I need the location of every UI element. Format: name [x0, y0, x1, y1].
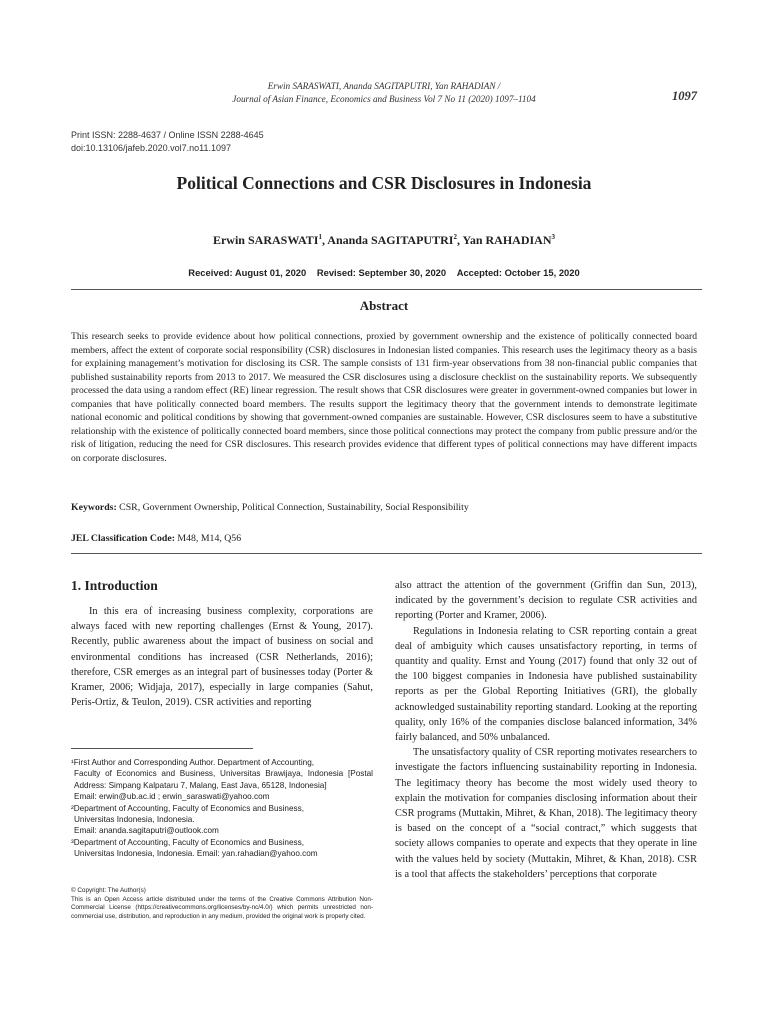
footnote-email: Email: erwin@ub.ac.id ; erwin_saraswati@yahoo.com [74, 792, 270, 802]
author-name: Erwin SARASWATI [212, 233, 319, 247]
body-paragraph: The unsatisfactory quality of CSR reporting motivates researchers to investigate the factors influencing sustainability reporting in Indonesia. The legitimacy theory has become the most widely used theory to explain the motivation for companies disclosing information about their CSR programs (Muttakin, Mihret, & Khan, 2018). The legitimacy theory is based on the concept of a “social contract,” which suggests that society allows companies to operate and expects that they operate in line with the values held by society (Muttakin, Mihret, & Khan, 2018). CSR is a tool that affects the stakeholders’ perceptions that corporate [395, 747, 697, 880]
body-paragraph: In this era of increasing business complexity, corporations are always faced with new reporting challenges (Ernst & Young, 2017). Recently, public awareness about the impact of business on social and environmental conditions has increased (CSR Netherlands, 2016); therefore, CSR emerges as an integral part of businesses today (Porter & Kramer, 2006; Widjaja, 2017), especially in large companies (Sahut, Peris-Ortiz, & Teulon, 2019). CSR activities and reporting [71, 606, 373, 709]
abstract-heading: Abstract [359, 298, 409, 313]
left-column [71, 578, 373, 710]
footnote-text: Faculty of Economics and Business, Universitas Brawijaya, Indonesia [Postal Address: Simpang Kalpataru 7, Malang, East Java, 65128, Indonesia] [74, 769, 373, 790]
abstract-text: This research seeks to provide evidence about how political connections, proxied by government ownership and the existence of politically connected board members, affect the extent of corporate social responsibility (CSR) disclosures in Indonesian listed companies. This research uses the legitimacy theory as a basis for explaining management’s motivation for disclosing its CSR. The sample consists of 131 firm-year observations from 38 non-financial public companies that published sustainability reports from 2013 to 2017. We measured the CSR disclosures using a disclosure checklist on the sustainability reports. We subsequently processed the data using a random effect (RE) linear regression. The result shows that CSR disclosures were greater in government-owned companies but lower in companies that have politically connected board members. The results support the legitimacy theory that the government intends to demonstrate legitimate national economic and political conditions by showing that government-owned companies are sustainable. However, CSR disclosures seem to have a substitutive relationship with the existence of politically connected board members, since those political connections may protect the company from public pressure and/or the risk of litigation, reducing the need for CSR disclosures. This research provides evidence that different types of political connections may have different impacts on corporate disclosures. [71, 331, 697, 464]
jel-code [71, 533, 697, 544]
footnote-email: Email: ananda.sagitaputri@outlook.com [74, 826, 219, 836]
issn-block [71, 129, 264, 155]
revised-date: Revised: September 30, 2020 [316, 267, 447, 278]
running-header-authors: Erwin SARASWATI, Ananda SAGITAPUTRI, Yan RAHADIAN / [267, 81, 501, 91]
right-column [395, 578, 697, 882]
body-paragraph: also attract the attention of the government (Griffin dan Sun, 2013), indicated by the government’s decision to regulate CSR activities and reporting (Porter and Kramer, 2006). [395, 580, 697, 622]
keywords-value: CSR, Government Ownership, Political Connection, Sustainability, Social Responsibility [119, 502, 469, 513]
author-affiliation-mark: 3 [551, 233, 556, 241]
author-affiliation-mark: 1 [318, 233, 322, 241]
running-header-journal: Journal of Asian Finance, Economics and Business Vol 7 No 11 (2020) 1097–1104 [232, 94, 536, 104]
doi-line: doi:10.13106/jafeb.2020.vol7.no11.1097 [71, 143, 231, 153]
footnote-text: ¹First Author and Corresponding Author. Department of Accounting, [71, 758, 315, 767]
section-heading-introduction: 1. Introduction [71, 578, 158, 593]
license-text: This is an Open Access article distributed under the terms of the Creative Commons Attribution Non-Commercial License (https://creativecommons.org/licenses/by-nc/4.0/) which permits unrestricted non-commercial use, distribution, and reproduction in any medium, provided the original work is properly cited. [71, 895, 373, 920]
issn-line: Print ISSN: 2288-4637 / Online ISSN 2288-4645 [71, 130, 264, 140]
jel-value: M48, M14, Q56 [177, 533, 242, 544]
received-date: Received: August 01, 2020 [188, 267, 307, 278]
footnote-text: ²Department of Accounting, Faculty of Economics and Business, [71, 803, 305, 813]
submission-dates [71, 267, 697, 278]
page-number: 1097 [672, 89, 697, 103]
footnote-2 [71, 803, 373, 837]
footnote-text: Universitas Indonesia, Indonesia. Email: yan.rahadian@yahoo.com [74, 849, 318, 859]
accepted-date: Accepted: October 15, 2020 [456, 267, 580, 278]
footnote-3 [71, 837, 373, 860]
copyright-line: © Copyright: The Author(s) [71, 887, 146, 894]
footnote-text: Universitas Indonesia, Indonesia. [74, 815, 195, 825]
author-name: Yan RAHADIAN [462, 233, 552, 247]
top-divider [71, 289, 702, 290]
keywords-label: Keywords: [71, 502, 117, 513]
running-header [120, 80, 648, 106]
keywords [71, 502, 697, 513]
copyright-notice [71, 887, 373, 921]
footnotes [71, 757, 373, 860]
author-affiliation-mark: 2 [453, 233, 457, 241]
author-name: Ananda SAGITAPUTRI [327, 233, 454, 247]
jel-label: JEL Classification Code: [71, 533, 175, 544]
footnote-divider [71, 748, 253, 749]
author-list: Erwin SARASWATI$^1$, Ananda SAGITAPUTRI$^2$, Yan RAHADIAN$^3$ [212, 233, 556, 247]
bottom-divider [71, 553, 702, 554]
footnote-1 [71, 757, 373, 803]
body-paragraph: Regulations in Indonesia relating to CSR reporting contain a great deal of ambiguity which causes unsatisfactory reporting, in terms of quantity and quality. Ernst and Young (2017) found that only 32 out of the 100 biggest companies in Indonesia have published sustainability reports as per the Global Reporting Initiatives (GRI), the globally acknowledged sustainability reporting standard. Looking at the reporting quality, only 16% of the companies disclose balanced information, 34% fairly balanced, and 50% unbalanced. [395, 625, 697, 744]
footnote-text: ³Department of Accounting, Faculty of Economics and Business, [71, 837, 305, 847]
paper-title: Political Connections and CSR Disclosures in Indonesia [176, 173, 592, 193]
